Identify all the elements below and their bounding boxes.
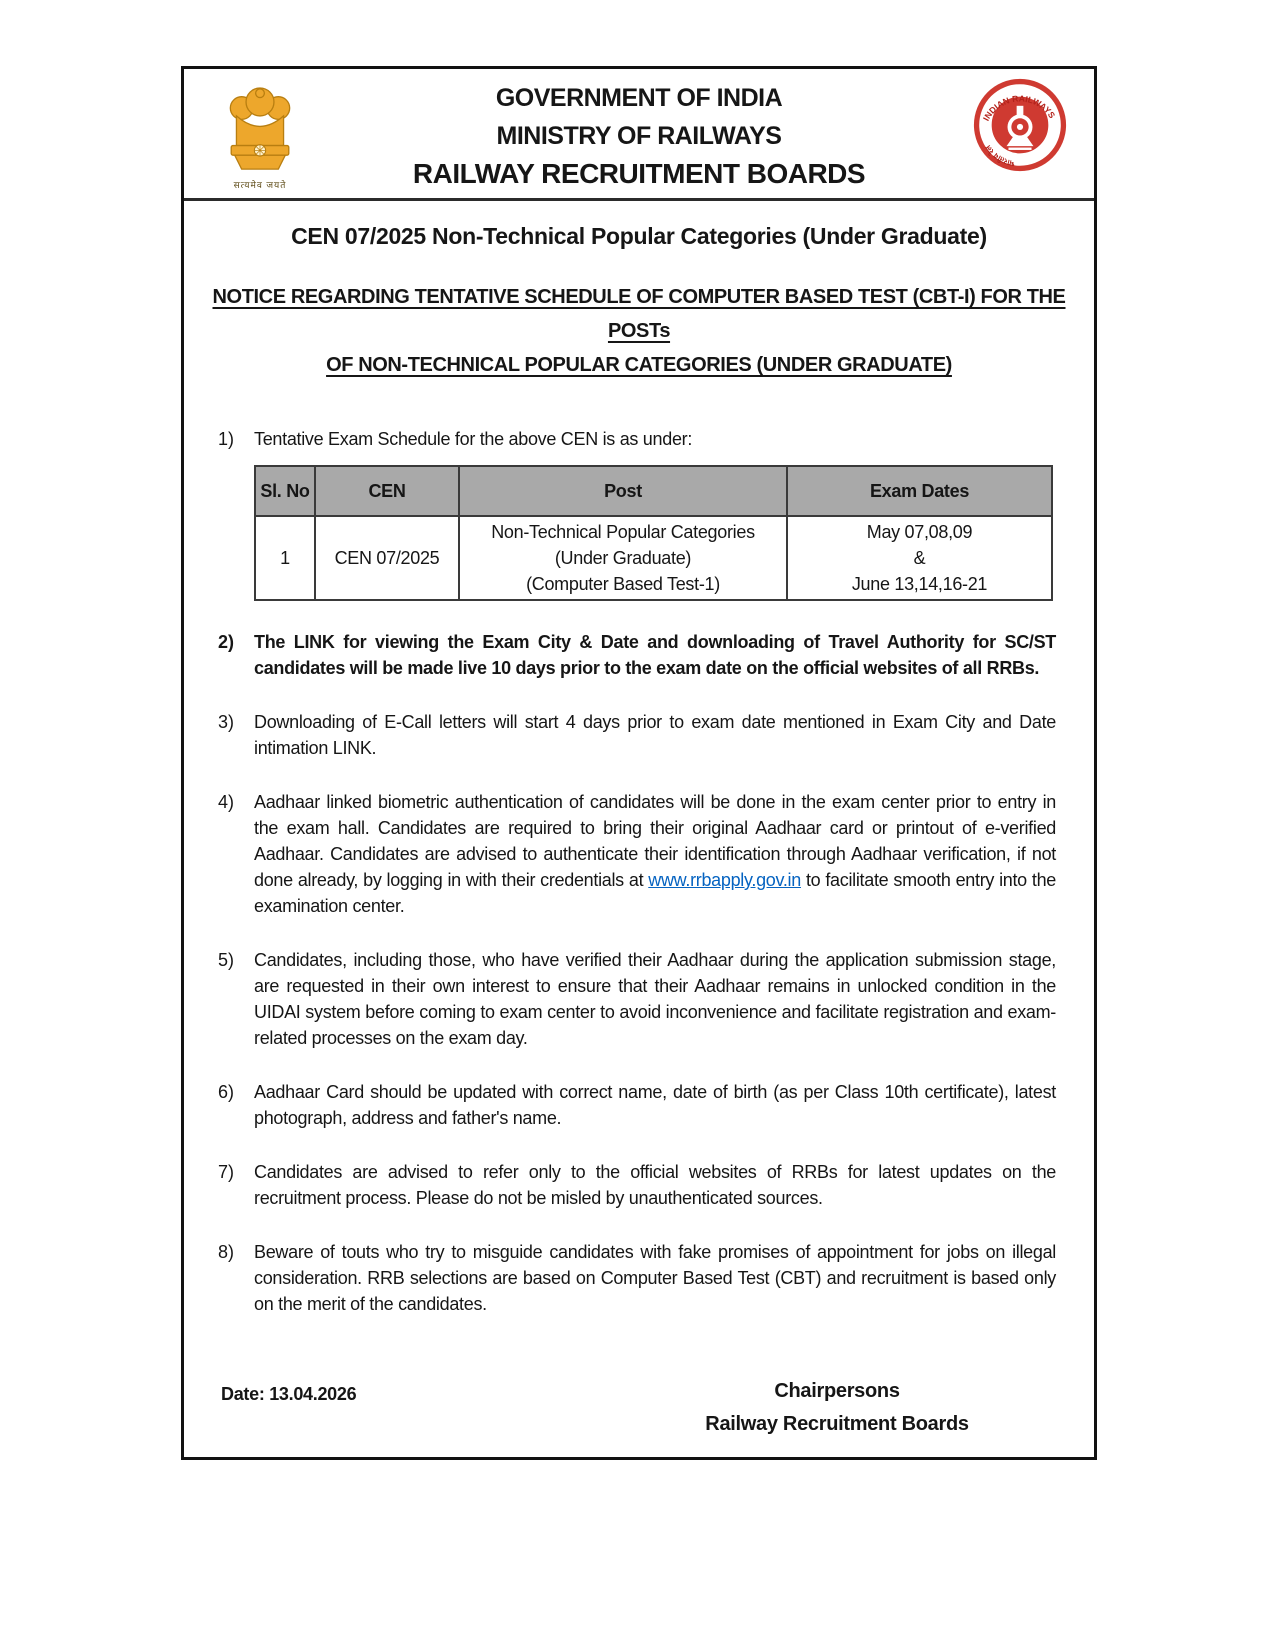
item-text [254,789,1056,919]
header-title-ministry: MINISTRY OF RAILWAYS [496,122,782,150]
list-item-3 [184,709,1094,761]
notice-heading [184,280,1094,382]
document-title: CEN 07/2025 Non-Technical Popular Categories (Under Graduate) [291,223,987,249]
item-number: 4) [218,792,235,812]
col-header-post: Post [459,466,787,516]
railways-logo-text-hindi: भारतीय रेल [983,143,1016,169]
signature-block [642,1375,1032,1441]
item-number: 8) [218,1242,235,1262]
indian-railways-logo-icon [972,77,1068,173]
col-header-cen: CEN [315,466,459,516]
cell-cen: CEN 07/2025 [315,516,459,600]
col-header-sl-no: Sl. No [255,466,315,516]
item-number: 6) [218,1082,235,1102]
list-item-7 [184,1159,1094,1211]
footer-date: Date: 13.04.2026 [221,1384,357,1404]
notice-heading-line2: OF NON-TECHNICAL POPULAR CATEGORIES (UNDER GRADUATE) [326,354,952,376]
signature-board: Railway Recruitment Boards [705,1413,969,1435]
item-number: 2) [218,632,235,652]
list-item-6 [184,1079,1094,1131]
item-text: Candidates, including those, who have verified their Aadhaar during the application submission stage, are requested in their own interest to ensure that their Aadhaar remains in unlocked condition in the UIDAI system before coming to exam center to avoid inconvenience and facilitate registration and exam-related processes on the exam day. [254,950,1056,1048]
table-row [255,516,1052,600]
header-title-boards: RAILWAY RECRUITMENT BOARDS [412,158,866,189]
header-title-government: GOVERNMENT OF INDIA [495,84,783,112]
rrbapply-link[interactable]: www.rrbapply.gov.in [648,870,801,890]
cell-exam-dates: May 07,08,09 & June 13,14,16-21 [787,516,1052,600]
list-item-2 [184,629,1094,681]
list-item-8 [184,1239,1094,1317]
railways-logo-text-english: INDIAN RAILWAYS [980,93,1058,123]
exam-schedule-table [254,465,1053,601]
header-titles [184,69,1094,193]
national-emblem [208,81,312,191]
notice-list [184,426,1094,1317]
item-text: Beware of touts who try to misguide candidates with fake promises of appointment for jobs on illegal consideration. RRB selections are based on Computer Based Test (CBT) and recruitment is based only on the merit of the candidates. [254,1242,1056,1314]
item-text-before-link: Aadhaar linked biometric authentication of candidates will be done in the exam center prior to entry in the exam hall. Candidates are required to bring their original Aadhaar card or printout of e-verified Aadhaar. Candidates are advised to authenticate their identification through Aadhaar verification, if not done already, by logging in with their credentials at [254,792,1056,890]
list-item-1 [184,426,1094,601]
item-text: Downloading of E-Call letters will start 4 days prior to exam date mentioned in Exam City and Date intimation LINK. [254,712,1056,758]
notice-heading-line1: NOTICE REGARDING TENTATIVE SCHEDULE OF COMPUTER BASED TEST (CBT-I) FOR THE POSTs [212,286,1066,342]
signature-chairpersons: Chairpersons [774,1380,900,1402]
list-item-4 [184,789,1094,919]
exam-schedule-intro: Tentative Exam Schedule for the above CEN is as under: [254,429,693,449]
item-text: The LINK for viewing the Exam City & Date and downloading of Travel Authority for SC/ST candidates will be made live 10 days prior to the exam date on the official websites of all RRBs. [254,632,1056,678]
item-text-after-link: to facilitate smooth entry into the examination center. [254,870,1057,916]
list-item-5 [184,947,1094,1051]
cell-sl-no: 1 [255,516,315,600]
cell-post: Non-Technical Popular Categories (Under Graduate) (Computer Based Test-1) [459,516,787,600]
item-text: Aadhaar Card should be updated with correct name, date of birth (as per Class 10th certificate), latest photograph, address and father's name. [254,1082,1056,1128]
item-number: 5) [218,950,235,970]
document-frame [181,66,1097,1460]
item-text: Candidates are advised to refer only to the official websites of RRBs for latest updates on the recruitment process. Please do not be misled by unauthenticated sources. [254,1162,1056,1208]
table-header-row [255,466,1052,516]
document-header [184,69,1094,201]
item-number: 7) [218,1162,235,1182]
item-number: 1) [218,429,235,449]
indian-railways-logo [972,77,1068,173]
col-header-exam-dates: Exam Dates [787,466,1052,516]
ashoka-emblem-icon [219,81,301,177]
item-number: 3) [218,712,235,732]
emblem-caption: सत्यमेव जयते [233,180,287,190]
